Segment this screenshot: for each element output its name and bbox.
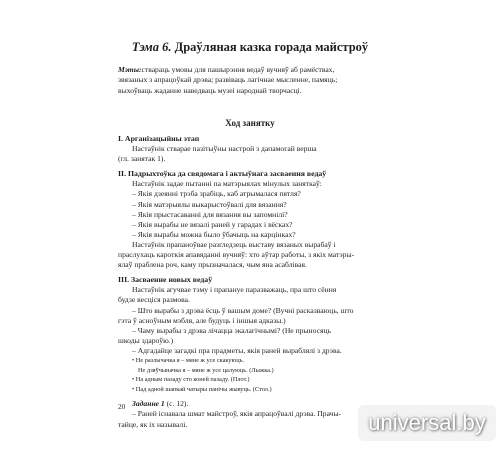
title-text: Драўляная казка горада майстроў (174, 40, 369, 54)
stage3-line-4: гэта ў асноўным мэбля, але будуць і іншыя адказы.) (118, 315, 286, 325)
task-label: Заданне 1 (132, 399, 165, 409)
stage3-heading: III. Засваенне новых ведаў (118, 275, 213, 285)
riddle-3: • Пад адной шапкай чатыры панічы жывуць. (Стол.) (132, 385, 272, 393)
stage2-para-line-3: ялаў праблена роч, каму прызначалася, чым яна асаблівая. (118, 260, 307, 270)
task-line-1: – Раней існавала шмат майстроў, якія апрацоўвалі дрэва. Прачы- (132, 409, 342, 419)
stage2-para-line-2: праслухаць кароткія апавяданні вучняў: хто аўтар работы, з якіх матэры- (118, 250, 355, 260)
stage1-line-1: Настаўнік стварае пазітыўны настрой з дапамогай верша (132, 144, 317, 154)
page-title (0, 40, 500, 54)
aims-line-2: звязаных з апрацоўкай дрэва; развіваць лагічнае мысленне, памяць; (118, 75, 338, 85)
riddle-2: • На адным пазаду сто коней пазаду. (Плот.) (132, 376, 250, 384)
aims-line-1: стварaць умовы для пашырэння ведаў вучняў аб рамёствах, (141, 65, 335, 74)
aims-line-3: выхоўваць жаданне наведваць музеі народнай творчасці. (118, 85, 302, 95)
lesson-body (118, 134, 408, 430)
question-4: – Якія вырабы не вязалі раней у гарадах і вёсках? (132, 219, 293, 229)
stage3-line-5: – Чаму вырабы з дрэва лічацца экалагічнымі? (Не прыносяць (132, 325, 331, 335)
stage3-line-2: будзе весціся размова. (118, 295, 190, 305)
riddle-1-cont: Не дзяўчыначка я – мяне ж усе цалуюць. (Лыжка.) (138, 366, 274, 374)
course-heading: Ход занятку (225, 118, 275, 128)
stage1-line-2: (гл. занятак 1). (118, 154, 166, 164)
aims-paragraph (118, 65, 408, 96)
page-number: 20 (118, 403, 126, 411)
task-line-2: тайце, як іх называлі. (118, 419, 188, 429)
aims-label: Мэты: (118, 65, 142, 74)
stage3-line-3: – Што вырабы з дрэва ёсць ў вашым доме? (Вучні расказваюць, што (132, 305, 354, 315)
task-ref: (с. 12). (166, 399, 189, 409)
question-1: – Якія дзеянні трэба зрабіць, каб атрымалася пятля? (132, 189, 301, 199)
stage2-heading: II. Падрыхтоўка да свядомага і актыўнага засваення ведаў (118, 169, 327, 179)
stage3-line-7: – Адгадайце загадкі пра прадметы, якія раней выраблялі з дрэва. (132, 345, 342, 355)
question-2: – Якія матэрыялы выкарыстоўвалі для вязання? (132, 199, 287, 209)
watermark: universal.by (358, 405, 496, 441)
title-prefix: Тэма 6. (131, 40, 172, 54)
question-3: – Якія прыстасаванні для вязання вы запомнілі? (132, 209, 288, 219)
stage3-line-1: Настаўнік агучвае тэму і прапануе паразважаць, пра што сёння (132, 285, 337, 295)
riddle-1: • Не разлычачка я – мяне ж усе скакуюць. (132, 356, 245, 364)
stage2-line-1: Настаўнік задае пытанні па матэрыялах мінулых заняткаў: (132, 179, 322, 189)
question-5: – Якія вырабы можна было ўбачыць на карцінках? (132, 229, 296, 239)
stage2-para-line-1: Настаўнік прапаноўвае разгледзець выставу вязаных вырабаў і (132, 239, 336, 249)
stage1-heading: I. Арганізацыйны этап (118, 134, 200, 143)
stage3-line-6: шкоды здароўю.) (118, 335, 174, 345)
